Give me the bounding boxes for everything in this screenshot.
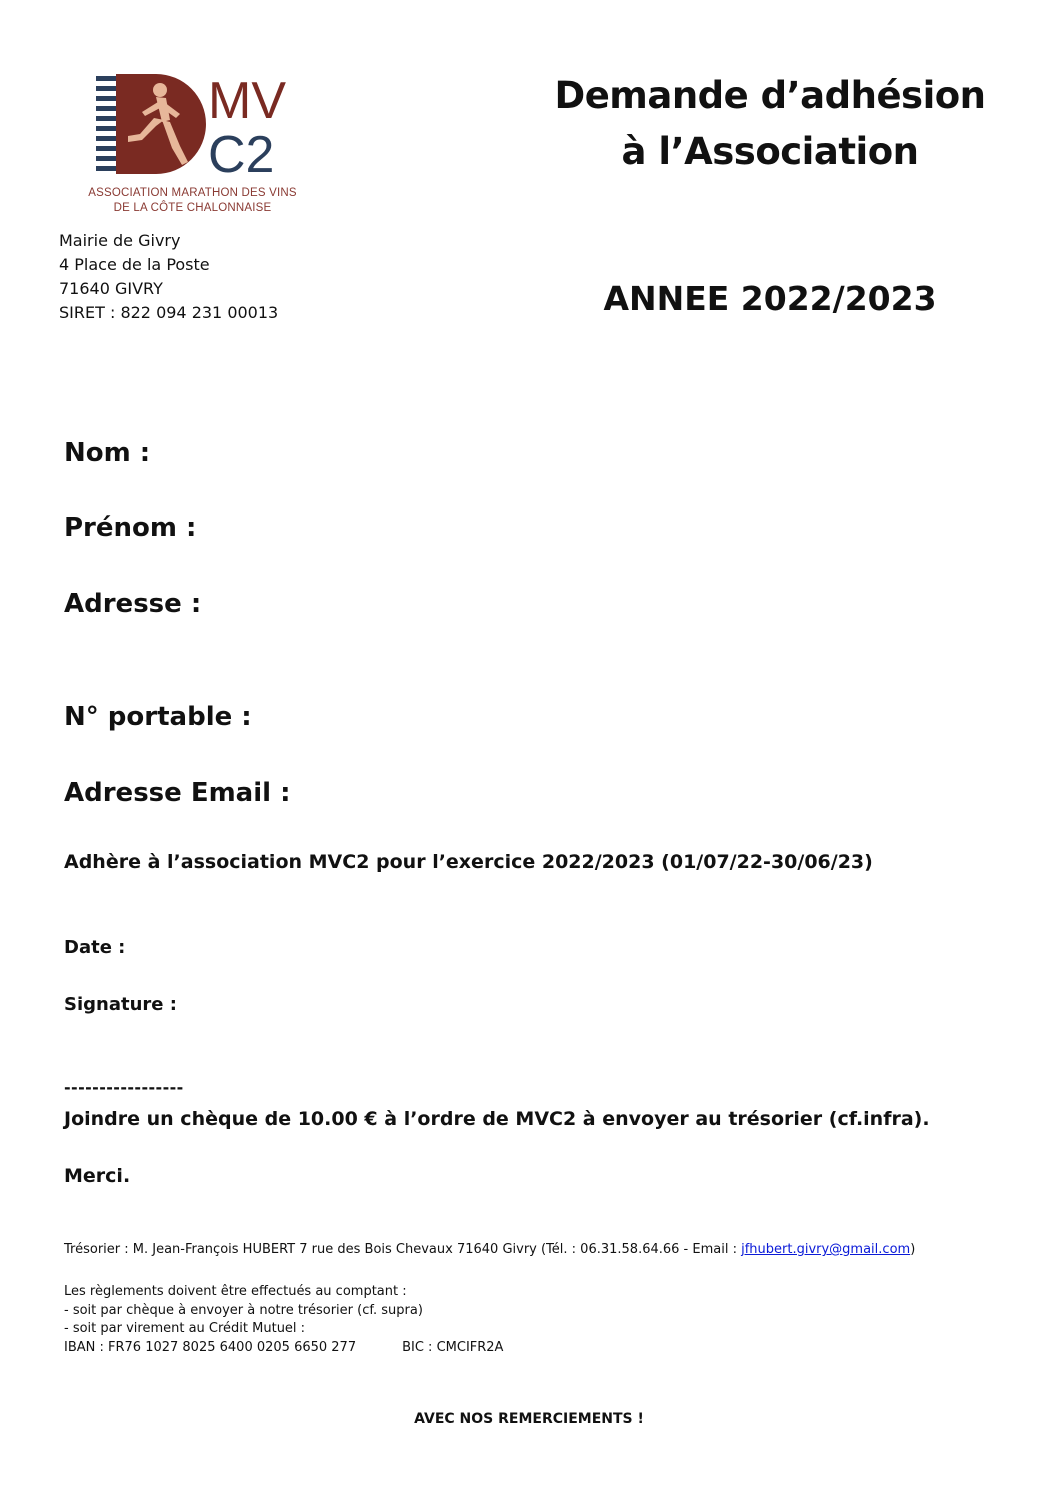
- cheque-note: Joindre un chèque de 10.00 € à l’ordre de MVC2 à envoyer au trésorier (cf.infra).: [64, 1108, 930, 1130]
- treasurer-close: ): [910, 1242, 916, 1257]
- logo-caption-line-1: ASSOCIATION MARATHON DES VINS: [88, 187, 297, 199]
- logo-c2: C2: [208, 126, 275, 184]
- year-label: ANNEE 2022/2023: [603, 279, 937, 318]
- bank-details: [64, 1339, 503, 1358]
- date-field-label: Date :: [64, 937, 126, 958]
- thanks-footer: AVEC NOS REMERCIEMENTS !: [414, 1411, 644, 1427]
- logo-caption-line-2: DE LA CÔTE CHALONNAISE: [113, 202, 272, 214]
- treasurer-info: [64, 1240, 915, 1260]
- mvc2-logo-mark: [70, 70, 315, 186]
- payment-line-1: Les règlements doivent être effectués au comptant :: [64, 1284, 407, 1299]
- address-line-3: 71640 GIVRY: [59, 279, 163, 298]
- treasurer-email-link[interactable]: jfhubert.givry@gmail.com: [741, 1242, 911, 1257]
- title-line-1: Demande d’adhésion: [554, 74, 986, 117]
- treasurer-text: Trésorier : M. Jean-François HUBERT 7 rue des Bois Chevaux 71640 Givry (Tél. : 06.31.58.64.66 - Email :: [64, 1242, 742, 1257]
- merci-text: Merci.: [64, 1165, 131, 1187]
- signature-field-label: Signature :: [64, 994, 177, 1015]
- prenom-field-label: Prénom :: [64, 513, 197, 543]
- payment-line-2: - soit par chèque à envoyer à notre trésorier (cf. supra): [64, 1302, 423, 1318]
- iban: IBAN : FR76 1027 8025 6400 0205 6650 277: [64, 1339, 357, 1355]
- address-line-1: Mairie de Givry: [59, 231, 181, 250]
- address-line-2: 4 Place de la Poste: [59, 255, 210, 274]
- title-line-2: à l’Association: [621, 130, 919, 173]
- logo-mv: MV: [208, 72, 286, 130]
- separator: -----------------: [64, 1078, 184, 1097]
- logo-caption: [70, 186, 315, 216]
- nom-field-label: Nom :: [64, 438, 151, 468]
- payment-line-3: - soit par virement au Crédit Mutuel :: [64, 1321, 306, 1336]
- page-title: [500, 68, 1040, 180]
- bic: BIC : CMCIFR2A: [402, 1339, 504, 1355]
- association-address: [59, 229, 278, 325]
- adresse-field-label: Adresse :: [64, 589, 202, 619]
- portable-field-label: N° portable :: [64, 702, 252, 732]
- email-field-label: Adresse Email :: [64, 778, 291, 808]
- siret: SIRET : 822 094 231 00013: [59, 303, 279, 322]
- payment-instructions: [64, 1283, 503, 1357]
- association-logo: [70, 70, 315, 220]
- membership-statement: Adhère à l’association MVC2 pour l’exercice 2022/2023 (01/07/22-30/06/23): [64, 851, 873, 873]
